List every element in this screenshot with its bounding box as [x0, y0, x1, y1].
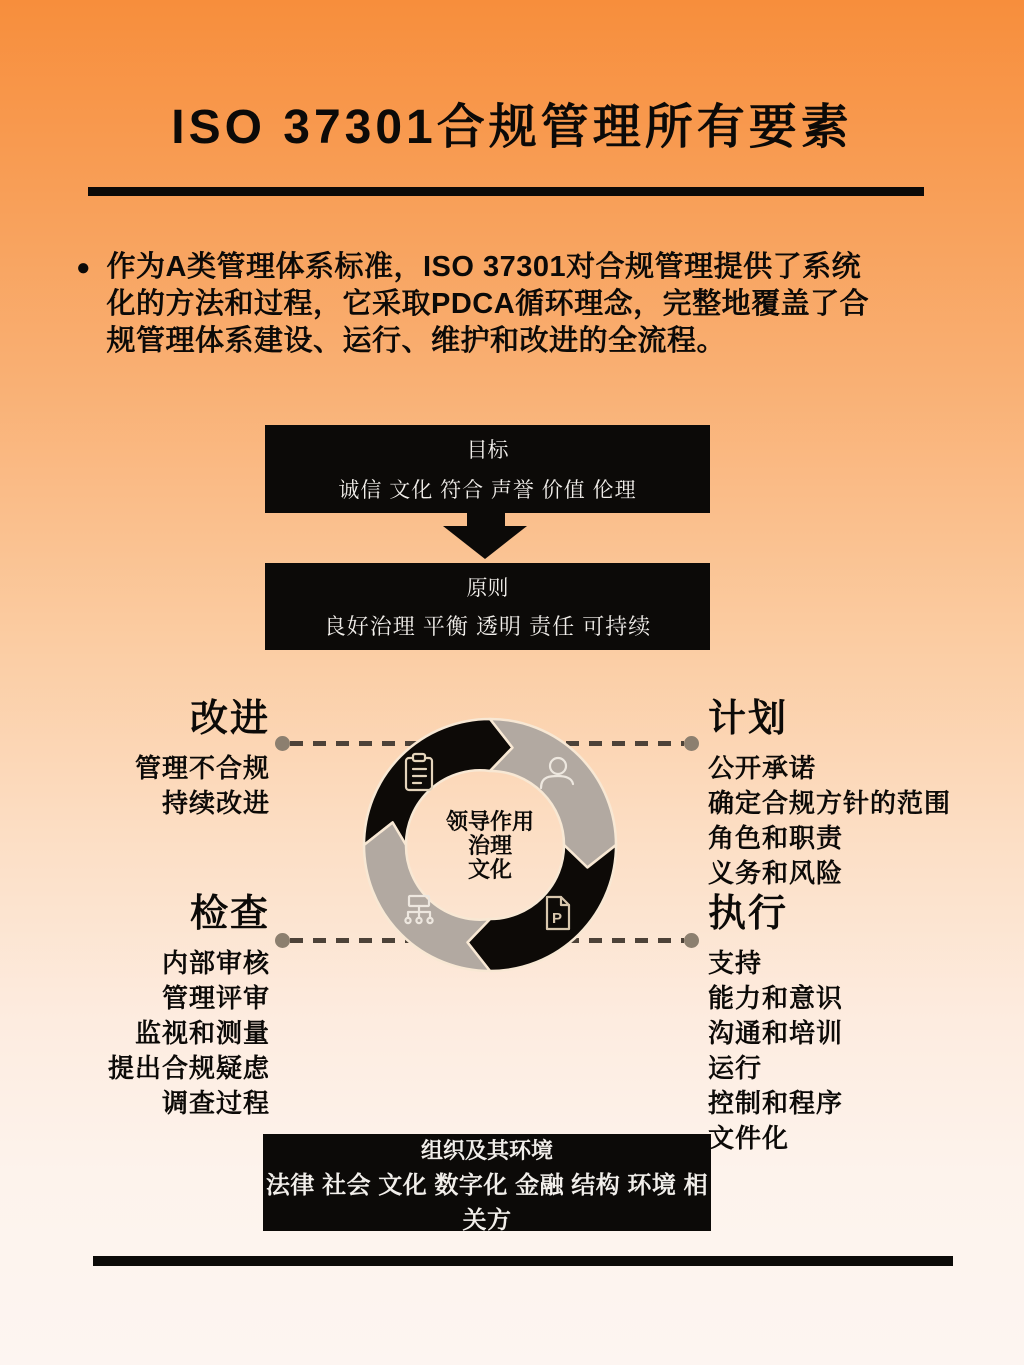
section-do: [708, 891, 978, 1156]
list-item: 支持: [708, 948, 763, 978]
list-item: 监视和测量: [134, 1018, 270, 1048]
goal-box: [265, 425, 710, 513]
list-item: 文件化: [708, 1123, 790, 1153]
center-line: 文化: [467, 857, 512, 882]
list-item: 控制和程序: [708, 1088, 844, 1118]
intro-line: 作为A类管理体系标准，ISO 37301对合规管理提供了系统: [106, 251, 862, 283]
connector-dot: [684, 933, 699, 948]
list-item: 角色和职责: [708, 823, 844, 853]
section-plan-title: 计划: [708, 698, 789, 740]
intro-paragraph: [76, 249, 936, 360]
list-item: 义务和风险: [708, 858, 844, 888]
list-item: 运行: [708, 1053, 763, 1083]
list-item: 能力和意识: [708, 983, 844, 1013]
list-item: 调查过程: [161, 1088, 270, 1118]
section-improve-title: 改进: [189, 698, 270, 740]
bottom-rule: [93, 1256, 953, 1266]
section-plan: [708, 696, 978, 891]
list-item: 管理不合规: [134, 753, 270, 783]
section-check: [58, 891, 270, 1121]
intro-line: 化的方法和过程，它采取PDCA循环理念，完整地覆盖了合: [106, 288, 870, 320]
bullet-icon: ●: [76, 254, 91, 281]
list-item: 提出合规疑虑: [107, 1053, 270, 1083]
section-do-title: 执行: [708, 893, 789, 935]
context-box: [263, 1134, 711, 1234]
connector-dot: [684, 736, 699, 751]
down-arrow-stem: [467, 511, 505, 527]
section-check-title: 检查: [189, 893, 270, 935]
context-box-items: 法律 社会 文化 数字化 金融 结构 环境 相关方: [265, 1172, 709, 1234]
cycle-center-label: [400, 810, 580, 882]
goal-box-items: 诚信 文化 符合 声誉 价值 伦理: [338, 478, 637, 502]
section-improve: [58, 696, 270, 821]
svg-text:P: P: [551, 910, 563, 927]
list-item: 内部审核: [161, 948, 270, 978]
connector-dot: [275, 933, 290, 948]
list-item: 沟通和培训: [708, 1018, 844, 1048]
title-underline: [88, 187, 924, 196]
list-item: 确定合规方针的范围: [708, 788, 952, 818]
context-box-title: 组织及其环境: [420, 1138, 553, 1163]
page-title: ISO 37301合规管理所有要素: [171, 101, 853, 154]
list-item: 持续改进: [161, 788, 270, 818]
center-line: 领导作用: [445, 809, 534, 834]
intro-line: 规管理体系建设、运行、维护和改进的全流程。: [106, 325, 727, 357]
center-line: 治理: [467, 833, 512, 858]
goal-box-title: 目标: [466, 439, 509, 463]
list-item: 公开承诺: [708, 753, 817, 783]
connector-dot: [275, 736, 290, 751]
principle-box-items: 良好治理 平衡 透明 责任 可持续: [323, 614, 652, 640]
principle-box: [265, 563, 710, 650]
list-item: 管理评审: [161, 983, 270, 1013]
down-arrow-icon: [443, 526, 527, 559]
principle-box-title: 原则: [466, 576, 509, 600]
